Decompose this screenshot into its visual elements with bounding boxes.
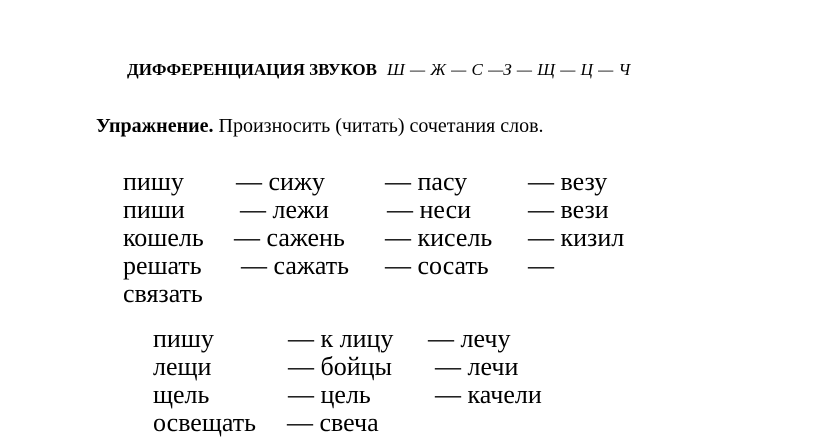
word: освещать	[153, 408, 256, 437]
word: щель	[153, 380, 210, 409]
word: — вези	[528, 195, 609, 224]
word: — неси	[387, 195, 472, 224]
word: — к лицу	[288, 324, 394, 353]
exercise-label: Упражнение.	[96, 115, 214, 137]
word: пишу	[153, 324, 214, 353]
word: — лечи	[435, 352, 519, 381]
word: — везу	[528, 167, 608, 196]
page-title	[127, 60, 630, 80]
word: — сосать	[385, 251, 489, 280]
exercise-instruction	[96, 115, 544, 138]
title-main: ДИФФЕРЕНЦИАЦИЯ ЗВУКОВ	[127, 60, 377, 79]
word: — цель	[288, 380, 371, 409]
word: — сажать	[241, 251, 349, 280]
word: — кисель	[385, 223, 493, 252]
word: кошель	[123, 223, 204, 252]
word: — качели	[435, 380, 542, 409]
word: —	[528, 251, 554, 280]
exercise-text: Произносить (читать) сочетания слов.	[218, 115, 544, 137]
word: — бойцы	[288, 352, 393, 381]
word: — сажень	[234, 223, 345, 252]
word: — лечу	[428, 324, 511, 353]
word: — пасу	[385, 167, 468, 196]
word: — лежи	[240, 195, 329, 224]
word: — кизил	[528, 223, 625, 252]
word: пишу	[123, 167, 184, 196]
word: решать	[123, 251, 202, 280]
word: — сижу	[236, 167, 325, 196]
word: пиши	[123, 195, 185, 224]
word: — свеча	[287, 408, 379, 437]
word: лещи	[153, 352, 212, 381]
word: связать	[123, 279, 203, 308]
title-sounds: Ш — Ж — С —З — Щ — Ц — Ч	[386, 60, 631, 79]
